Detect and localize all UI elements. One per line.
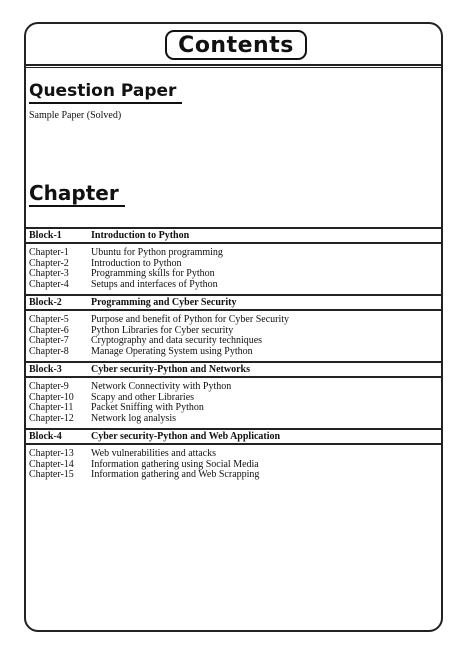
chapter-number: Chapter-13 xyxy=(29,448,74,459)
chapter-title: Web vulnerabilities and attacks xyxy=(91,448,216,459)
block-title: Programming and Cyber Security xyxy=(91,297,237,308)
chapter-row xyxy=(26,259,441,270)
chapter-title: Purpose and benefit of Python for Cyber Security xyxy=(91,314,290,325)
chapter-list xyxy=(26,244,441,292)
chapter-title: Information gathering using Social Media xyxy=(91,458,259,470)
chapter-number: Chapter-3 xyxy=(29,268,69,279)
chapter-number: Chapter-1 xyxy=(29,247,69,258)
chapter-title: Scapy and other Libraries xyxy=(91,391,195,403)
block-title: Cyber security-Python and Networks xyxy=(91,364,250,375)
chapter-row xyxy=(26,336,441,347)
chapter-number: Chapter-2 xyxy=(29,257,69,269)
chapter-number: Chapter-14 xyxy=(29,458,74,470)
chapter-number: Chapter-9 xyxy=(29,381,69,392)
chapter-list xyxy=(26,445,441,483)
block-label: Block-2 xyxy=(29,297,62,308)
chapter-list xyxy=(26,378,441,426)
block-title: Introduction to Python xyxy=(91,230,190,241)
title-box xyxy=(165,30,307,60)
chapter-title: Information gathering and Web Scrapping xyxy=(91,469,260,480)
chapter-number: Chapter-8 xyxy=(29,345,69,357)
block-label: Block-1 xyxy=(29,230,62,241)
chapter-title: Packet Sniffing with Python xyxy=(91,402,204,413)
chapter-title: Manage Operating System using Python xyxy=(91,345,253,357)
title-divider-thin xyxy=(26,67,441,68)
chapter-title: Programming skills for Python xyxy=(91,268,215,279)
chapter-number: Chapter-10 xyxy=(29,391,74,403)
chapter-title: Network log analysis xyxy=(91,412,176,424)
chapter-title: Cryptography and data security techniques xyxy=(91,335,263,346)
chapter-title: Network Connectivity with Python xyxy=(91,381,232,392)
chapter-row xyxy=(26,403,441,414)
chapter-row xyxy=(26,248,441,259)
chapter-heading: Chapter xyxy=(29,182,125,207)
chapter-row xyxy=(26,414,441,425)
title-divider xyxy=(26,64,441,66)
chapter-title: Python Libraries for Cyber security xyxy=(91,324,234,336)
question-paper-heading: Question Paper xyxy=(29,82,182,104)
chapter-row xyxy=(26,269,441,280)
chapter-number: Chapter-15 xyxy=(29,469,74,480)
chapter-number: Chapter-7 xyxy=(29,335,69,346)
block-header-row xyxy=(26,294,441,311)
block-header-row xyxy=(26,428,441,445)
chapter-row xyxy=(26,382,441,393)
chapter-number: Chapter-12 xyxy=(29,412,74,424)
question-paper-item: Sample Paper (Solved) xyxy=(29,110,122,121)
chapter-row xyxy=(26,449,441,460)
block-label: Block-3 xyxy=(29,364,62,375)
chapter-row xyxy=(26,347,441,358)
chapter-title: Ubuntu for Python programming xyxy=(91,247,223,258)
chapter-list xyxy=(26,311,441,359)
chapter-title: Setups and interfaces of Python xyxy=(91,278,218,290)
page-frame xyxy=(24,22,443,632)
block-title: Cyber security-Python and Web Application xyxy=(91,431,281,442)
chapter-row xyxy=(26,280,441,291)
block-header-row xyxy=(26,361,441,378)
page-title: Contents xyxy=(178,32,294,58)
block-header-row xyxy=(26,227,441,244)
chapter-title: Introduction to Python xyxy=(91,257,182,269)
table-of-contents xyxy=(26,225,441,483)
chapter-row xyxy=(26,315,441,326)
chapter-number: Chapter-5 xyxy=(29,314,69,325)
chapter-row xyxy=(26,470,441,481)
chapter-number: Chapter-11 xyxy=(29,402,74,413)
chapter-row xyxy=(26,393,441,404)
chapter-number: Chapter-4 xyxy=(29,278,69,290)
chapter-number: Chapter-6 xyxy=(29,324,69,336)
block-label: Block-4 xyxy=(29,431,62,442)
